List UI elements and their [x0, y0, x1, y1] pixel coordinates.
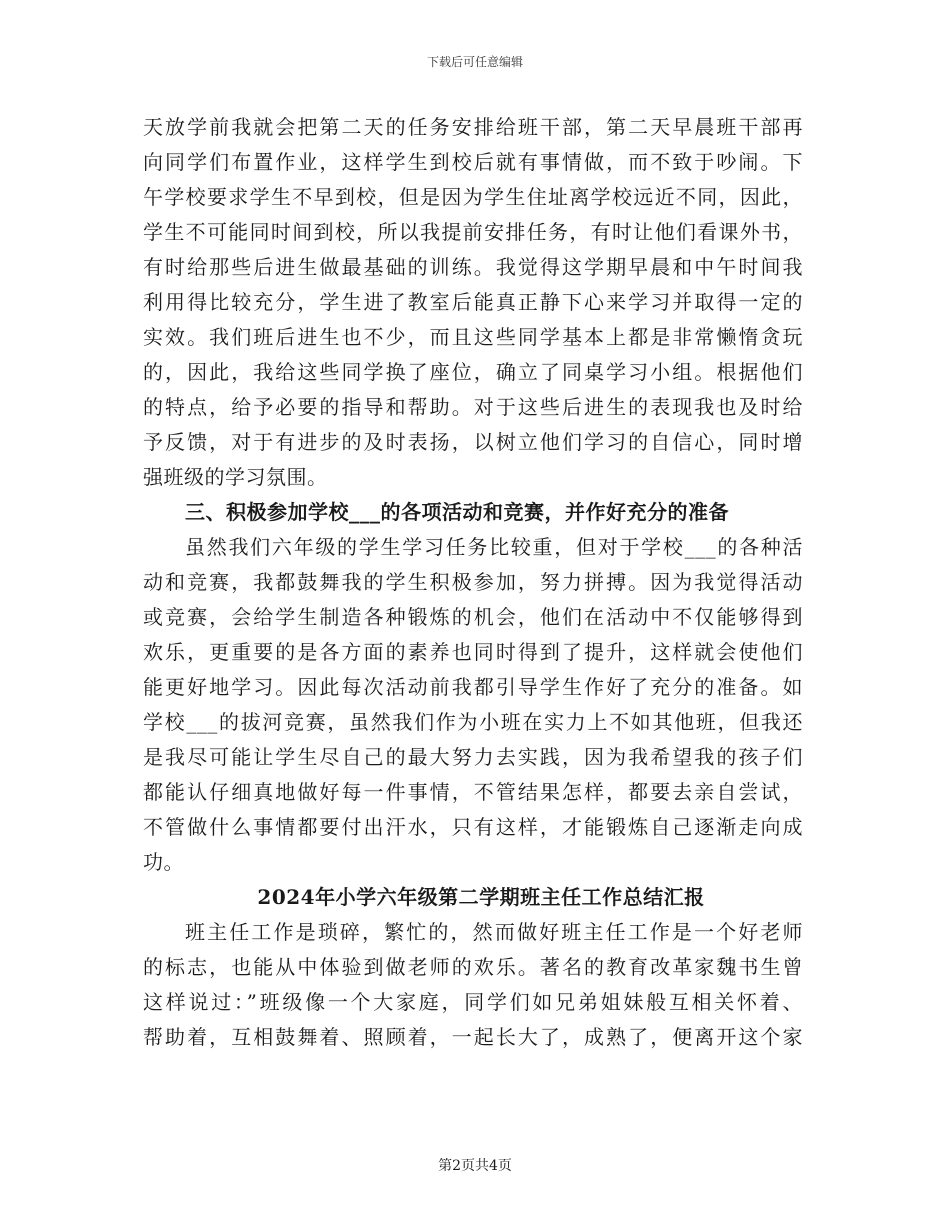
text-line: 班主任工作是琐碎，繁忙的，然而做好班主任工作是一个好老师	[185, 920, 803, 944]
page-header: 下载后可任意编辑	[426, 55, 523, 69]
text-line: 有时给那些后进生做最基础的训练。我觉得这学期早晨和中午时间我	[143, 255, 803, 279]
text-line: 向同学们布置作业，这样学生到校后就有事情做，而不致于吵闹。下	[143, 150, 803, 174]
text-line: 不管做什么事情都要付出汗水，只有这样，才能锻炼自己逐渐走向成	[143, 815, 803, 839]
text-line: 动和竞赛，我都鼓舞我的学生积极参加，努力拼搏。因为我觉得活动	[143, 570, 803, 594]
text-line: 午学校要求学生不早到校，但是因为学生住址离学校远近不同，因此，	[143, 185, 803, 209]
paragraph-continuation	[143, 110, 803, 495]
text-line: 实效。我们班后进生也不少，而且这些同学基本上都是非常懒惰贪玩	[143, 325, 803, 349]
page-number: 第2页共4页	[438, 1158, 512, 1174]
text-line: 强班级的学习氛围。	[143, 465, 328, 489]
text-line: 的标志，也能从中体验到做老师的欢乐。著名的教育改革家魏书生曾	[143, 955, 803, 979]
document-body	[143, 110, 803, 1055]
text-line: 或竞赛，会给学生制造各种锻炼的机会，他们在活动中不仅能够得到	[143, 605, 803, 629]
text-line: 功。	[143, 850, 184, 874]
text-line: 予反馈，对于有进步的及时表扬，以树立他们学习的自信心，同时增	[143, 430, 803, 454]
text-line: 是我尽可能让学生尽自己的最大努力去实践，因为我希望我的孩子们	[143, 745, 803, 769]
report-title: 2024年小学六年级第二学期班主任工作总结汇报	[257, 885, 705, 909]
text-line: 天放学前我就会把第二天的任务安排给班干部，第二天早晨班干部再	[143, 115, 803, 139]
section-heading: 三、积极参加学校___的各项活动和竞赛，并作好充分的准备	[185, 500, 729, 524]
text-line: 这样说过：”班级像一个大家庭，同学们如兄弟姐妹般互相关怀着、	[143, 990, 803, 1014]
text-line: 利用得比较充分，学生进了教室后能真正静下心来学习并取得一定的	[143, 290, 803, 314]
text-line: 学生不可能同时间到校，所以我提前安排任务，有时让他们看课外书，	[143, 220, 803, 244]
section-paragraph	[143, 530, 803, 880]
text-line: 帮助着，互相鼓舞着、照顾着，一起长大了，成熟了，便离开这个家	[143, 1025, 803, 1049]
text-line: 都能认仔细真地做好每一件事情，不管结果怎样，都要去亲自尝试，	[143, 780, 803, 804]
text-line: 虽然我们六年级的学生学习任务比较重，但对于学校___的各种活	[185, 535, 803, 559]
text-line: 的特点，给予必要的指导和帮助。对于这些后进生的表现我也及时给	[143, 395, 803, 419]
text-line: 学校___的拔河竞赛，虽然我们作为小班在实力上不如其他班，但我还	[143, 710, 803, 734]
text-line: 的，因此，我给这些同学换了座位，确立了同桌学习小组。根据他们	[143, 360, 803, 384]
text-line: 能更好地学习。因此每次活动前我都引导学生作好了充分的准备。如	[143, 675, 803, 699]
report-paragraph	[143, 915, 803, 1055]
text-line: 欢乐，更重要的是各方面的素养也同时得到了提升，这样就会使他们	[143, 640, 803, 664]
